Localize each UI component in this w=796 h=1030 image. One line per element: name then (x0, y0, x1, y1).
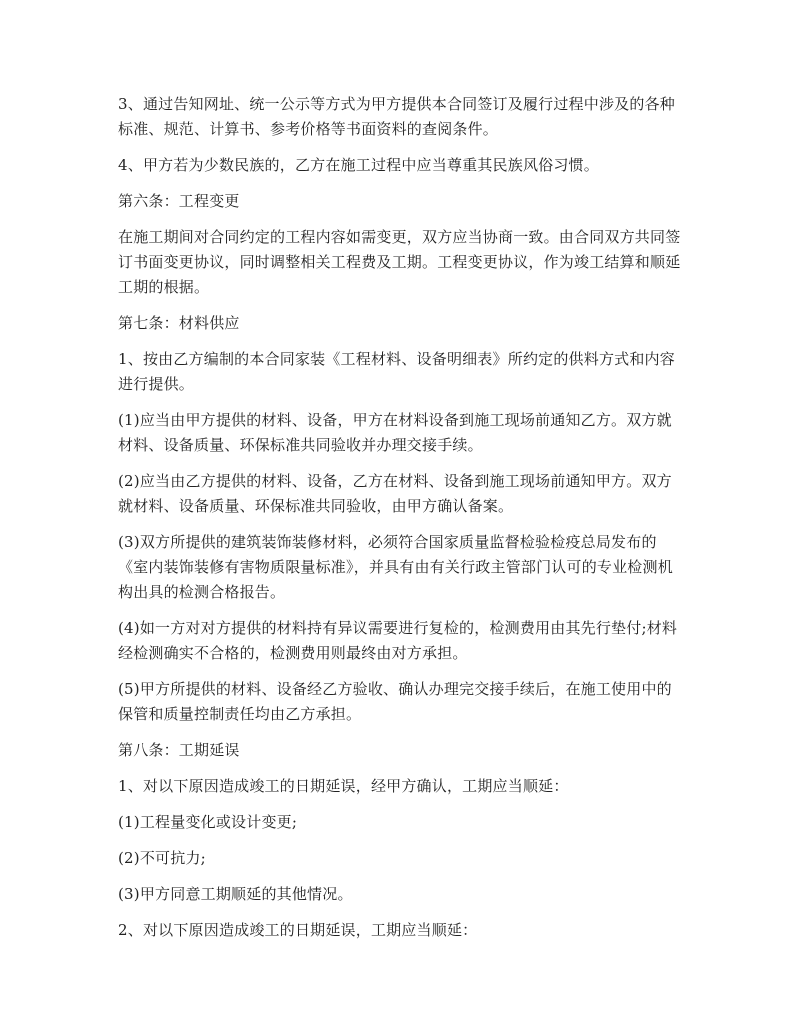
document-body (118, 92, 684, 954)
paragraph-material-item-3: (3)双方所提供的建筑装饰装修材料，必须符合国家质量监督检验检疫总局发布的《室内装饰装修有害物质限量标准》，并具有由有关行政主管部门认可的专业检测机构出具的检测合格报告。 (118, 533, 673, 601)
paragraph-delay-clause-1: 1、对以下原因造成竣工的日期延误，经甲方确认，工期应当顺延： (118, 777, 569, 795)
section-heading-article-7: 第七条：材料供应 (118, 314, 240, 332)
paragraph-clause-4: 4、甲方若为少数民族的，乙方在施工过程中应当尊重其民族风俗习惯。 (118, 156, 599, 174)
section-heading-article-8: 第八条：工期延误 (118, 741, 240, 759)
paragraph-material-item-4: (4)如一方对对方提供的材料持有异议需要进行复检的，检测费用由其先行垫付;材料经检测确实不合格的，检测费用则最终由对方承担。 (118, 619, 678, 662)
section-heading-article-6: 第六条：工程变更 (118, 192, 240, 210)
paragraph-material-item-5: (5)甲方所提供的材料、设备经乙方验收、确认办理完交接手续后，在施工使用中的保管和质量控制责任均由乙方承担。 (118, 680, 672, 723)
paragraph-material-supply-1: 1、按由乙方编制的本合同家装《工程材料、设备明细表》所约定的供料方式和内容进行提供。 (118, 350, 675, 393)
paragraph-material-item-1: (1)应当由甲方提供的材料、设备，甲方在材料设备到施工现场前通知乙方。双方就材料、设备质量、环保标准共同验收并办理交接手续。 (118, 411, 672, 454)
paragraph-engineering-change: 在施工期间对合同约定的工程内容如需变更，双方应当协商一致。由合同双方共同签订书面变更协议，同时调整相关工程费及工期。工程变更协议，作为竣工结算和顺延工期的根据。 (118, 228, 681, 296)
paragraph-delay-item-1: (1)工程量变化或设计变更; (118, 813, 298, 831)
paragraph-delay-item-3: (3)甲方同意工期顺延的其他情况。 (118, 885, 353, 903)
paragraph-delay-clause-2: 2、对以下原因造成竣工的日期延误，工期应当顺延： (118, 921, 478, 939)
paragraph-clause-3: 3、通过告知网址、统一公示等方式为甲方提供本合同签订及履行过程中涉及的各种标准、规范、计算书、参考价格等书面资料的查阅条件。 (118, 95, 675, 138)
paragraph-delay-item-2: (2)不可抗力; (118, 849, 206, 867)
paragraph-material-item-2: (2)应当由乙方提供的材料、设备，乙方在材料、设备到施工现场前通知甲方。双方就材料、设备质量、环保标准共同验收，由甲方确认备案。 (118, 472, 672, 515)
